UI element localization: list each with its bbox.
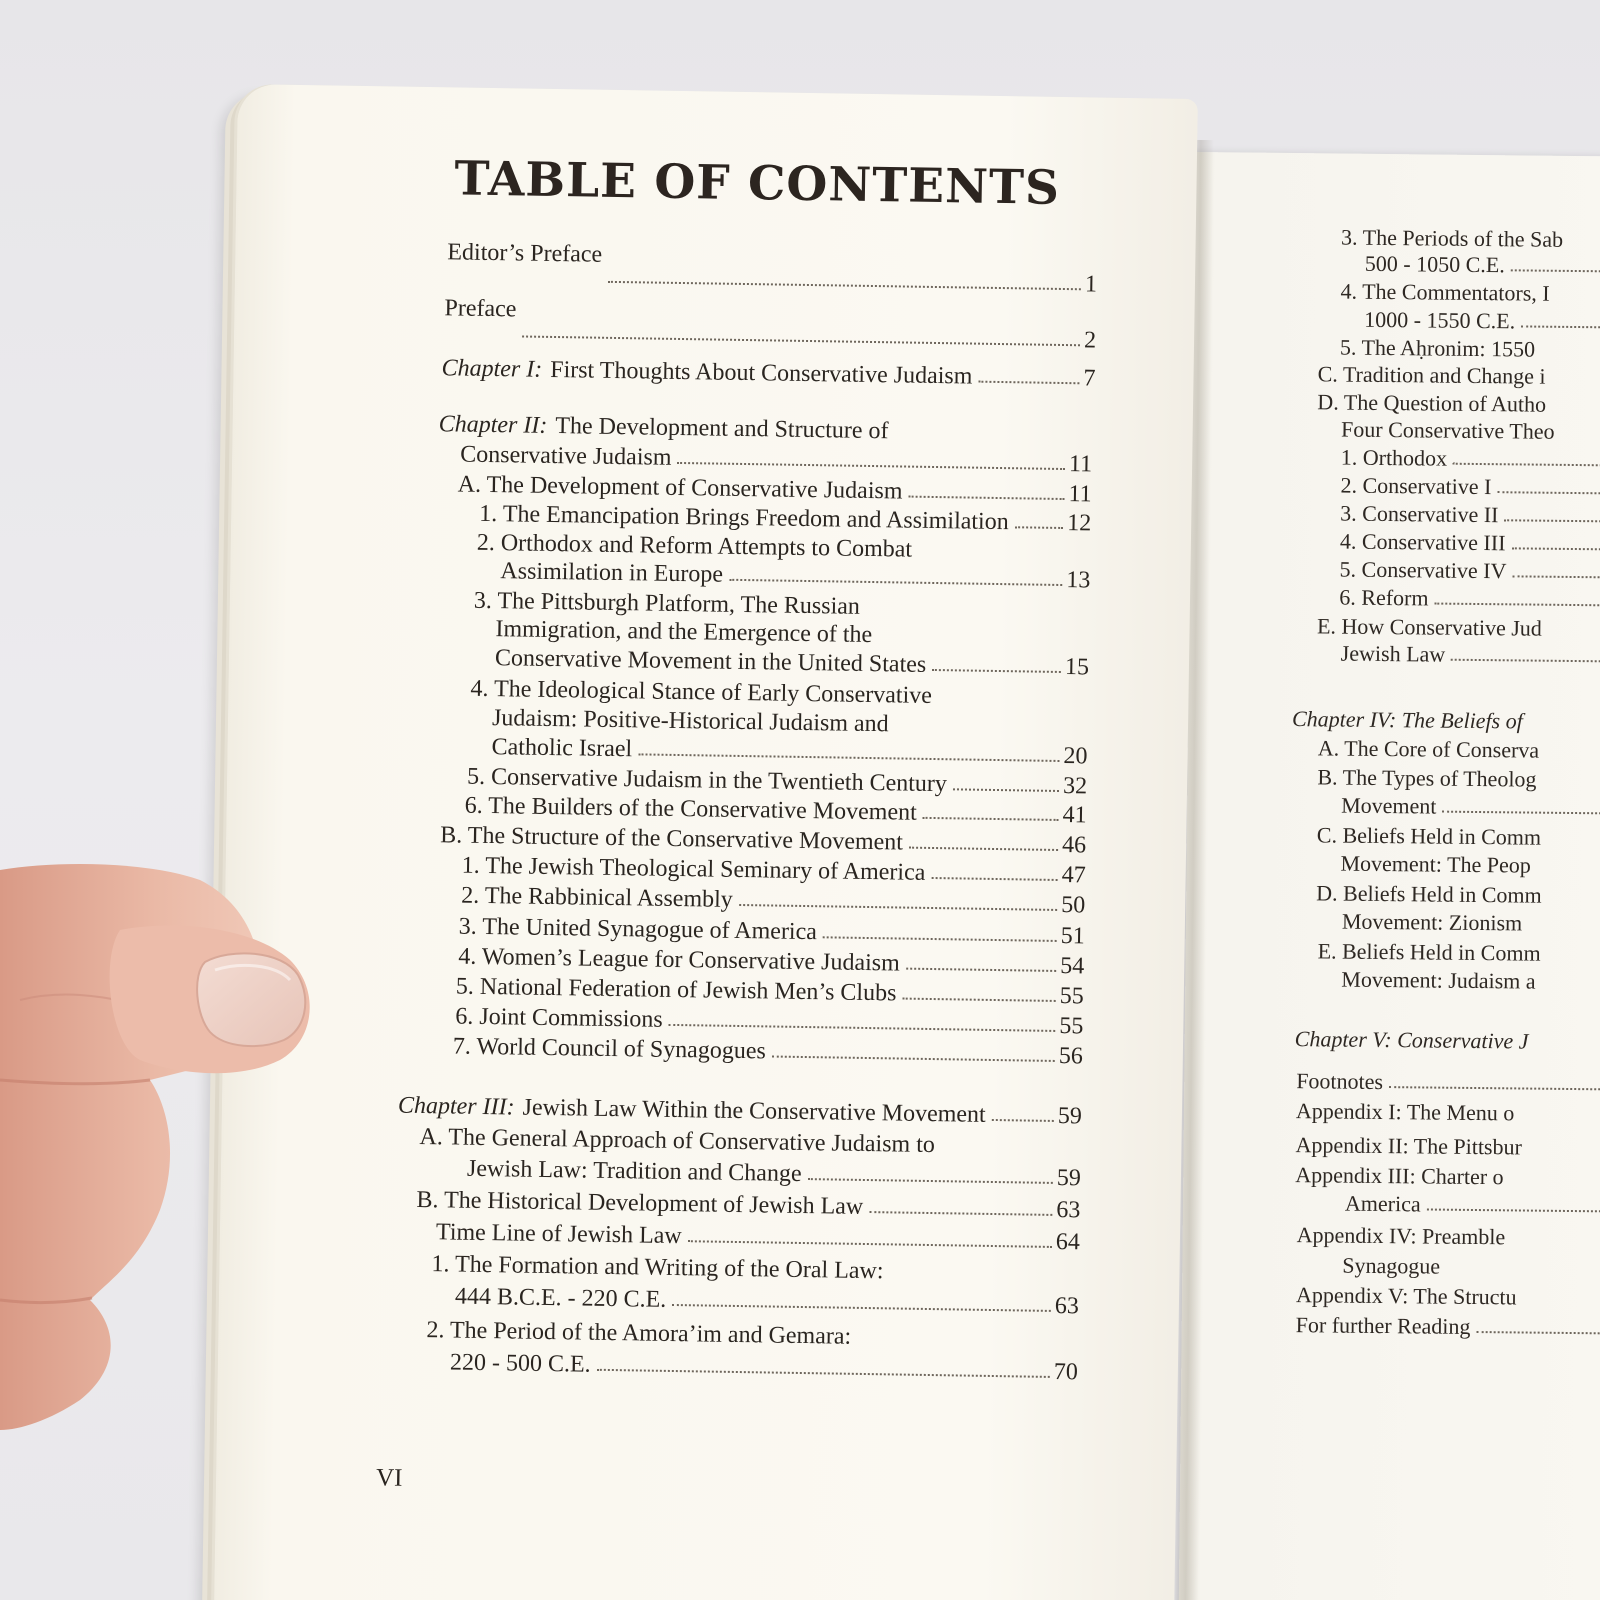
toc-entry: B. The Structure of the Conservative Movement 46 — [440, 822, 1087, 859]
toc-entry: Time Line of Jewish Law 64 — [435, 1219, 1081, 1256]
toc-entry: 5. Conservative Judaism in the Twentieth Century 32 — [466, 763, 1088, 800]
toc-entry: 4. The Ideological Stance of Early Conservative — [470, 675, 933, 709]
right-toc-line: Four Conservative Theo — [1340, 416, 1555, 444]
toc-entry: Jewish Law: Tradition and Change 59 — [466, 1155, 1082, 1192]
left-book-page — [213, 84, 1198, 1600]
toc-entry: 1. The Formation and Writing of the Oral Law: — [431, 1251, 884, 1285]
right-toc-line: 1000 - 1550 C.E. — [1364, 306, 1600, 338]
toc-entry: Conservative Judaism 11 — [460, 441, 1093, 478]
toc-entry: 3. The United Synagogue of America 51 — [458, 913, 1085, 950]
toc-entry: 5. National Federation of Jewish Men’s Clubs 55 — [455, 973, 1084, 1010]
right-toc-line: 1. Orthodox — [1341, 444, 1600, 476]
right-toc-line: 3. Conservative II — [1340, 500, 1600, 532]
right-toc-line: E. How Conservative Jud — [1316, 613, 1543, 641]
toc-entry-chapter-3: Chapter III: Jewish Law Within the Conservative Movement 59 — [397, 1092, 1083, 1130]
page-number: VI — [375, 1464, 403, 1492]
right-toc-line: B. The Types of Theolog — [1317, 764, 1537, 792]
right-toc-line: Movement: Zionism — [1341, 908, 1523, 936]
toc-entry: 1. The Emancipation Brings Freedom and Assimilation 12 — [479, 500, 1092, 537]
right-toc-line: Appendix V: The Structu — [1295, 1282, 1517, 1310]
right-toc-line: Movement — [1341, 792, 1600, 824]
toc-entry: 6. The Builders of the Conservative Movement 41 — [464, 792, 1087, 829]
right-toc-line: D. Beliefs Held in Comm — [1316, 880, 1542, 908]
toc-entry: 4. Women’s League for Conservative Judaism 54 — [458, 943, 1085, 980]
toc-entry: A. The General Approach of Conservative Judaism to — [419, 1123, 936, 1159]
right-book-page — [1178, 152, 1600, 1600]
toc-entry-chapter-2: Chapter II: The Development and Structure of — [438, 411, 889, 445]
right-toc-line: C. Beliefs Held in Comm — [1316, 822, 1542, 850]
toc-entry: 2. Orthodox and Reform Attempts to Combat — [476, 529, 913, 563]
right-toc-chapter: Chapter IV: The Beliefs of — [1291, 706, 1523, 734]
right-toc-line: 2. Conservative I — [1340, 472, 1600, 504]
right-toc-line: C. Tradition and Change i — [1317, 361, 1546, 389]
right-toc-line: Synagogue — [1342, 1252, 1441, 1279]
right-toc-line: 4. Conservative III — [1340, 528, 1600, 560]
right-toc-line: D. The Question of Autho — [1317, 389, 1547, 417]
right-toc-line: America — [1345, 1190, 1600, 1222]
right-toc-line: Appendix III: Charter o — [1295, 1162, 1504, 1190]
toc-entry: Judaism: Positive-Historical Judaism and — [491, 705, 889, 738]
right-toc-line: Appendix IV: Preamble — [1296, 1222, 1506, 1250]
right-toc-line: 6. Reform — [1339, 584, 1600, 616]
right-toc-line: Movement: The Peop — [1340, 850, 1531, 878]
toc-entry-chapter-1: Chapter I: First Thoughts About Conservative Judaism 7 — [441, 355, 1096, 392]
toc-entry: 3. The Pittsburgh Platform, The Russian — [473, 587, 861, 620]
right-toc-line: Appendix I: The Menu o — [1295, 1098, 1515, 1126]
right-toc-line: A. The Core of Conserva — [1317, 735, 1540, 763]
toc-entry: 2. The Rabbinical Assembly 50 — [461, 882, 1086, 919]
toc-entry: Immigration, and the Emergence of the — [495, 616, 873, 649]
right-toc-line: E. Beliefs Held in Comm — [1317, 938, 1541, 966]
right-toc-line: 5. Conservative IV — [1339, 556, 1600, 588]
toc-entry: 220 - 500 C.E. 70 — [449, 1349, 1079, 1386]
right-toc-line: Footnotes — [1296, 1067, 1600, 1099]
toc-entry: 444 B.C.E. - 220 C.E. 63 — [454, 1283, 1080, 1320]
toc-entry: B. The Historical Development of Jewish Law 63 — [416, 1186, 1081, 1224]
toc-entry: Catholic Israel 20 — [491, 734, 1088, 770]
right-toc-line: 3. The Periods of the Sab — [1340, 224, 1564, 252]
right-toc-line: 5. The Aḥronim: 1550 — [1339, 334, 1536, 362]
toc-entry: 2. The Period of the Amora’im and Gemara: — [426, 1317, 852, 1350]
right-toc-line: Movement: Judaism a — [1341, 966, 1536, 994]
right-toc-line: Jewish Law — [1341, 640, 1600, 672]
toc-entry: Conservative Movement in the United States 15 — [494, 645, 1090, 681]
right-toc-line: 500 - 1050 C.E. — [1365, 250, 1600, 282]
toc-entry: Assimilation in Europe 13 — [500, 558, 1091, 594]
toc-entry: Preface 2 — [444, 295, 1097, 354]
toc-entry: Editor’s Preface 1 — [447, 239, 1098, 298]
toc-entry: 7. World Council of Synagogues 56 — [452, 1033, 1084, 1070]
toc-entry: 1. The Jewish Theological Seminary of America 47 — [461, 852, 1086, 889]
toc-entry: 6. Joint Commissions 55 — [455, 1003, 1084, 1040]
right-toc-line: Appendix II: The Pittsbur — [1295, 1132, 1523, 1160]
right-toc-line: For further Reading — [1296, 1311, 1600, 1343]
page-title: TABLE OF CONTENTS — [454, 151, 1061, 216]
right-toc-line: 4. The Commentators, I — [1340, 278, 1550, 306]
toc-entry: A. The Development of Conservative Judaism 11 — [457, 471, 1092, 508]
right-toc-chapter: Chapter V: Conservative J — [1294, 1026, 1529, 1054]
